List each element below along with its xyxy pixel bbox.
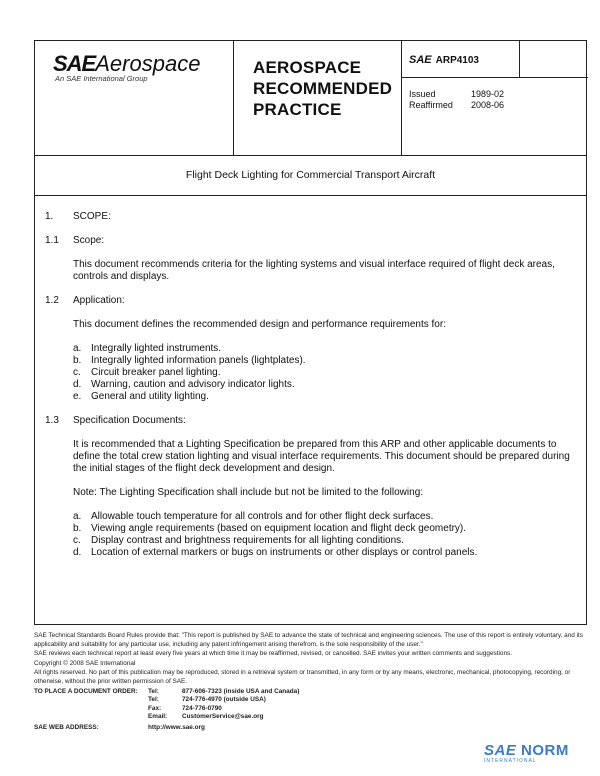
section-1-heading [45,211,575,223]
section-1-1-heading [45,235,575,247]
doc-type-line: PRACTICE [253,100,342,119]
section-1-1-text: This document recommends criteria for the lighting systems and visual interface required of flight deck areas, controls and displays. [73,259,555,282]
reaffirmed-label: Reaffirmed [409,100,453,110]
title-rule [35,195,586,196]
contact-key: Email: [148,713,168,721]
logo-aerospace: Aerospace [95,51,201,76]
contact-values [182,688,299,722]
list-marker: c. [73,535,81,546]
list-text: Display contrast and brightness requirements for all lighting conditions. [91,535,404,546]
section-heading: Scope: [73,235,105,246]
section-heading: Specification Documents: [73,415,186,426]
doc-type-line: RECOMMENDED [253,79,393,98]
doc-type-line: AEROSPACE [253,58,362,77]
list-text: Warning, caution and advisory indicator lights. [91,379,295,390]
list-text: Circuit breaker panel lighting. [91,367,221,378]
list-marker: b. [73,523,82,534]
sae-norm-watermark [484,742,594,772]
list-marker: d. [73,379,82,390]
contact-email-link[interactable]: CustomerService@sae.org [182,713,264,721]
section-1-3-heading [45,415,575,427]
footer-rules-text: SAE Technical Standards Board Rules provide that: "This report is published by SAE to advance the state of technical and engineering sciences. The use of this report is entirely voluntary, and its applicability and suitability for any particular use, including any patent infringement arising therefrom, is the sole responsibility of the user." [34,632,583,648]
section-number: 1.3 [45,415,59,426]
list-item [73,379,575,391]
watermark-subtext: INTERNATIONAL [484,758,537,764]
list-marker: a. [73,511,82,522]
order-label: TO PLACE A DOCUMENT ORDER: [34,687,138,695]
logo-subtitle: An SAE International Group [55,74,148,83]
list-text: Integrally lighted instruments. [91,343,222,354]
document-footer [34,632,587,733]
section-number: 1.2 [45,295,59,306]
section-1-3-note: Note: The Lighting Specification shall include but not be limited to the following: [73,487,424,498]
contact-key: Tel: [148,696,159,704]
list-item [73,367,575,379]
contact-key: Fax: [148,704,162,712]
watermark-norm: NORM [516,742,569,759]
list-marker: a. [73,343,82,354]
list-item [73,391,575,403]
header-rule [401,77,588,78]
header-divider [233,41,234,155]
order-contact-block [34,688,587,722]
section-heading: SCOPE: [73,211,111,222]
document-header [35,41,586,155]
section-1-2-text: This document defines the recommended design and performance requirements for: [73,319,446,330]
document-body [45,211,575,559]
list-marker: c. [73,367,81,378]
logo-sae: SAE [53,51,96,76]
header-divider [519,41,520,77]
section-1-2-heading [45,295,575,307]
footer-rights-text: All rights reserved. No part of this publication may be reproduced, stored in a retrieval system or transmitted, in any form or by any means, electronic, mechanical, photocopying, recording, or otherwise, without the prior written permission of SAE. [34,669,571,685]
issued-value: 1989-02 [471,89,505,99]
section-heading: Application: [73,295,125,306]
document-frame [34,40,587,625]
list-text: Location of external markers or bugs on instruments or other displays or control panels. [91,547,478,558]
doc-prefix: SAE [409,54,432,66]
web-address-block [34,724,587,733]
reaffirmed-value: 2008-06 [471,100,505,110]
document-type [253,57,403,120]
section-1-3-text: It is recommended that a Lighting Specification be prepared from this ARP and other applicable documents to define the total crew station lighting and visual interface requirements. This document should be prepared during the initial stages of the flight deck development and design. [73,439,570,474]
list-text: Viewing angle requirements (based on equipment location and flight deck geometry). [91,523,467,534]
web-label: SAE WEB ADDRESS: [34,723,99,731]
issued-label: Issued [409,89,436,99]
document-title: Flight Deck Lighting for Commercial Transport Aircraft [185,169,436,181]
list-item [73,523,575,535]
contact-key: Tel: [148,687,159,695]
application-list [45,343,575,403]
list-text: Allowable touch temperature for all controls and for other flight deck surfaces. [91,511,434,522]
section-number: 1. [45,211,54,222]
footer-review-text: SAE reviews each technical report at least every five years at which time it may be reaffirmed, revised, or cancelled. SAE invites your written comments and suggestions. [34,650,512,658]
contact-value: 877-606-7323 (inside USA and Canada) [182,687,300,695]
list-marker: e. [73,391,82,402]
header-bottom-rule [35,155,586,156]
sae-aerospace-logo [53,51,223,83]
footer-copyright: Copyright © 2008 SAE International [34,659,136,667]
list-item [73,511,575,523]
contact-keys [148,688,182,722]
contact-value: 724-776-0790 [182,704,222,712]
contact-value: 724-776-4970 (outside USA) [182,696,266,704]
watermark-sae: SAE [484,742,517,759]
issue-dates [409,89,504,111]
list-item [73,343,575,355]
list-marker: b. [73,355,82,366]
list-text: Integrally lighted information panels (lightplates). [91,355,306,366]
list-item [73,355,575,367]
list-item [73,535,575,547]
watermark-text [484,742,594,759]
doc-number-value: ARP4103 [435,55,479,66]
list-text: General and utility lighting. [91,391,209,402]
web-address-link[interactable]: http://www.sae.org [148,723,205,731]
list-marker: d. [73,547,82,558]
list-item [73,547,575,559]
section-number: 1.1 [45,235,59,246]
specification-list [45,511,575,559]
document-number [409,54,479,66]
